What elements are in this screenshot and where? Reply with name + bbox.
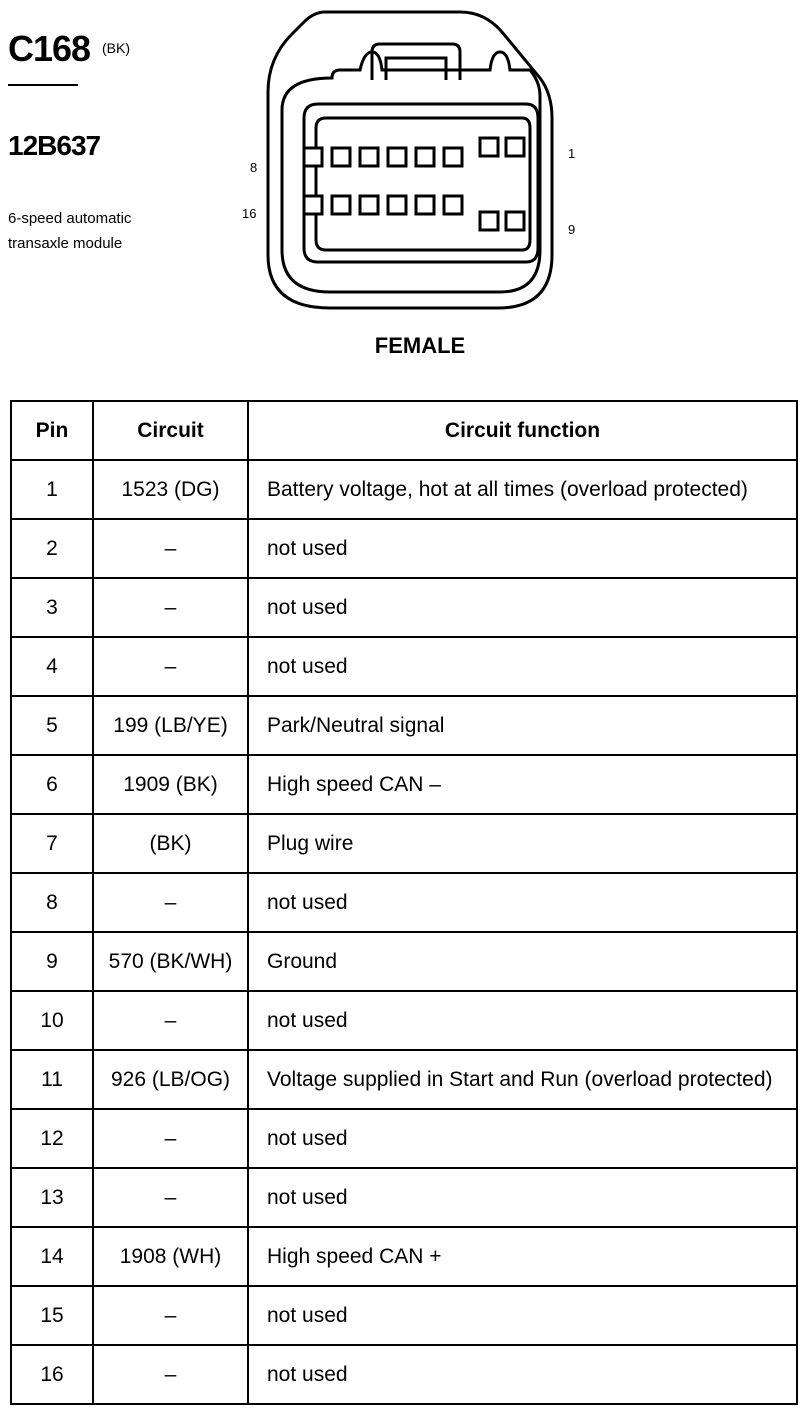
circuit-cell: – (93, 519, 248, 578)
header-pin: Pin (11, 401, 93, 460)
table-row (11, 1345, 797, 1404)
pin-number-cell: 5 (11, 696, 93, 755)
circuit-cell: – (93, 637, 248, 696)
table-row (11, 696, 797, 755)
cavity-16 (304, 196, 322, 214)
table-row (11, 1286, 797, 1345)
pin-number-cell: 11 (11, 1050, 93, 1109)
pin-number-cell: 6 (11, 755, 93, 814)
cavity-9 (506, 212, 524, 230)
table-row (11, 932, 797, 991)
cavity-5 (388, 148, 406, 166)
part-number: 12B637 (8, 130, 101, 161)
pin-number-cell: 15 (11, 1286, 93, 1345)
table-row (11, 991, 797, 1050)
circuit-cell: – (93, 991, 248, 1050)
circuit-cell: 1523 (DG) (93, 460, 248, 519)
cavity-6 (360, 148, 378, 166)
connector-gender: FEMALE (374, 333, 466, 358)
pin-label-8: 8 (250, 160, 258, 175)
table-row (11, 814, 797, 873)
table-row (11, 1050, 797, 1109)
circuit-cell: – (93, 578, 248, 637)
table-row (11, 873, 797, 932)
cavity-4 (416, 148, 434, 166)
circuit-function-cell: High speed CAN + (248, 1227, 797, 1286)
cavity-1 (506, 138, 524, 156)
circuit-function-cell: not used (248, 637, 797, 696)
header-circuit: Circuit (93, 401, 248, 460)
circuit-function-cell: not used (248, 873, 797, 932)
pin-number-cell: 16 (11, 1345, 93, 1404)
table-row (11, 519, 797, 578)
circuit-function-cell: High speed CAN – (248, 755, 797, 814)
pin-label-1: 1 (568, 146, 576, 161)
circuit-cell: 1909 (BK) (93, 755, 248, 814)
circuit-function-cell: not used (248, 1168, 797, 1227)
connector-header (0, 0, 810, 390)
cavity-block (304, 104, 538, 262)
pin-number-cell: 3 (11, 578, 93, 637)
cavity-10 (480, 212, 498, 230)
table-row (11, 1109, 797, 1168)
cavity-7 (332, 148, 350, 166)
cavity-15 (332, 196, 350, 214)
table-body (11, 460, 797, 1404)
circuit-cell: (BK) (93, 814, 248, 873)
circuit-function-cell: not used (248, 519, 797, 578)
circuit-function-cell: Ground (248, 932, 797, 991)
cavity-3 (444, 148, 462, 166)
cavity-13 (388, 196, 406, 214)
header-function: Circuit function (248, 401, 797, 460)
connector-id: C168 (8, 28, 91, 69)
pin-number-cell: 14 (11, 1227, 93, 1286)
circuit-cell: 199 (LB/YE) (93, 696, 248, 755)
pin-number-cell: 4 (11, 637, 93, 696)
pinout-table (10, 400, 798, 1405)
table-row (11, 1168, 797, 1227)
pin-number-cell: 9 (11, 932, 93, 991)
circuit-function-cell: Plug wire (248, 814, 797, 873)
pin-number-cell: 10 (11, 991, 93, 1050)
table-header-row (11, 401, 797, 460)
housing-inner (282, 52, 540, 292)
connector-description (8, 206, 158, 256)
circuit-function-cell: not used (248, 991, 797, 1050)
circuit-cell: – (93, 1345, 248, 1404)
circuit-function-cell: not used (248, 1109, 797, 1168)
circuit-cell: – (93, 873, 248, 932)
circuit-cell: 1908 (WH) (93, 1227, 248, 1286)
cavity-14 (360, 196, 378, 214)
circuit-cell: – (93, 1168, 248, 1227)
table-row (11, 1227, 797, 1286)
pin-label-9: 9 (568, 222, 576, 237)
description-line-1: 6-speed automatic (8, 210, 132, 227)
circuit-function-cell: Park/Neutral signal (248, 696, 797, 755)
circuit-function-cell: not used (248, 578, 797, 637)
circuit-function-cell: not used (248, 1286, 797, 1345)
pin-number-cell: 13 (11, 1168, 93, 1227)
connector-id-underline (8, 84, 78, 86)
table-row (11, 578, 797, 637)
circuit-cell: – (93, 1286, 248, 1345)
cavity-11 (444, 196, 462, 214)
circuit-function-cell: not used (248, 1345, 797, 1404)
circuit-cell: 926 (LB/OG) (93, 1050, 248, 1109)
connector-color: (BK) (102, 40, 130, 56)
pin-number-cell: 2 (11, 519, 93, 578)
cavity-2 (480, 138, 498, 156)
pin-number-cell: 12 (11, 1109, 93, 1168)
circuit-function-cell: Voltage supplied in Start and Run (overload protected) (248, 1050, 797, 1109)
description-line-2: transaxle module (8, 235, 123, 252)
circuit-cell: – (93, 1109, 248, 1168)
pin-number-cell: 1 (11, 460, 93, 519)
circuit-function-cell: Battery voltage, hot at all times (overload protected) (248, 460, 797, 519)
cavity-12 (416, 196, 434, 214)
pin-label-16: 16 (242, 206, 257, 221)
table-row (11, 755, 797, 814)
cavity-8 (304, 148, 322, 166)
connector-face-diagram (240, 0, 600, 330)
pin-number-cell: 8 (11, 873, 93, 932)
table-row (11, 637, 797, 696)
table-row (11, 460, 797, 519)
pin-number-cell: 7 (11, 814, 93, 873)
circuit-cell: 570 (BK/WH) (93, 932, 248, 991)
